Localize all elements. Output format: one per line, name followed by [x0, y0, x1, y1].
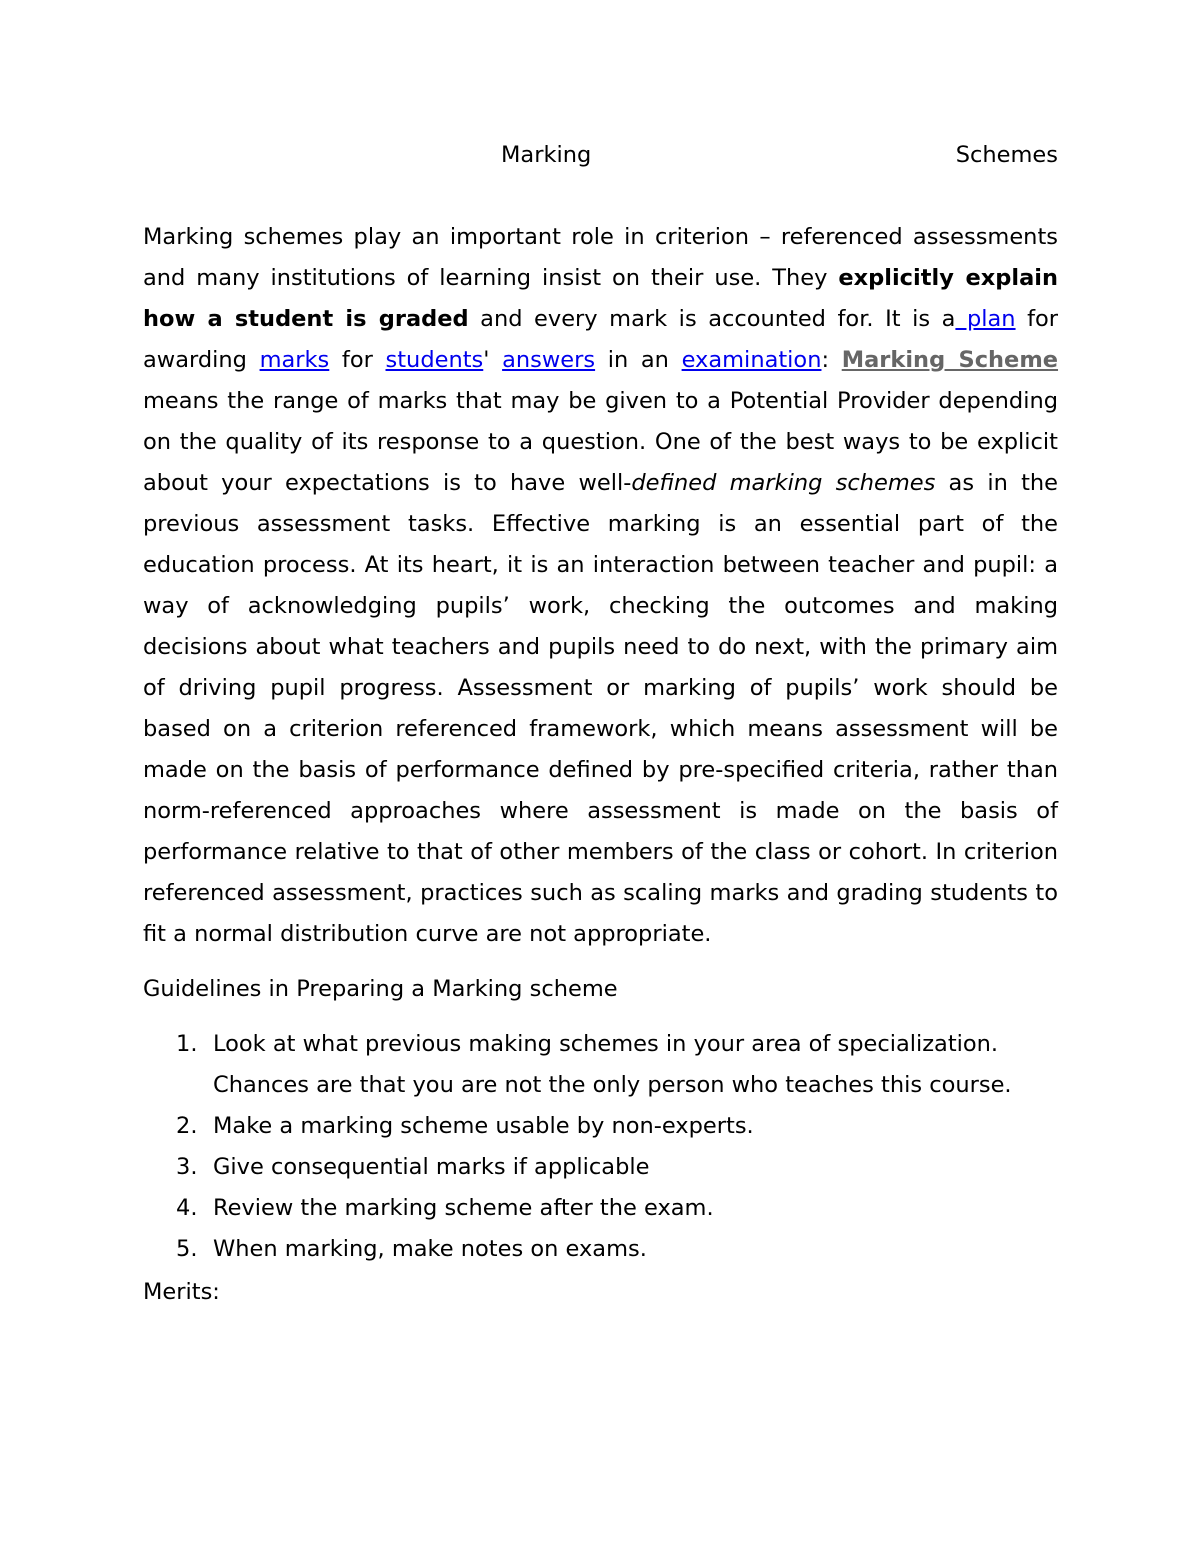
examination-link[interactable]: examination: [681, 347, 822, 373]
paragraph-text: ': [483, 347, 503, 373]
list-item: [143, 1229, 1058, 1270]
title-word-schemes: Schemes: [955, 142, 1058, 168]
paragraph-text: for awarding: [143, 306, 1059, 373]
plan-link[interactable]: plan: [955, 306, 1016, 332]
document-title: [143, 135, 1058, 176]
list-item-number: 3.: [176, 1154, 198, 1180]
list-item-number: 2.: [176, 1113, 198, 1139]
marking-scheme-defined-term-link[interactable]: Marking Scheme: [841, 347, 1059, 373]
title-word-marking: Marking: [501, 142, 592, 168]
answers-link[interactable]: answers: [502, 347, 596, 373]
guidelines-list: [143, 1024, 1058, 1270]
paragraph-text: :: [821, 347, 842, 373]
list-item-text: Make a marking scheme usable by non-experts.: [213, 1113, 754, 1139]
intro-paragraph: [143, 217, 1058, 955]
list-item-number: 5.: [176, 1236, 198, 1262]
students-link[interactable]: students: [385, 347, 484, 373]
list-item-text: Review the marking scheme after the exam.: [213, 1195, 714, 1221]
merits-heading: Merits:: [143, 1279, 220, 1305]
list-item-text: Give consequential marks if applicable: [213, 1154, 650, 1180]
paragraph-text: Marking schemes play an important role in criterion – referenced assessments and many institutions of learning insist on their use. They: [143, 224, 1058, 291]
paragraph-text: means the range of marks that may be given to a Potential Provider depending on the quality of its response to a question. One of the best ways to be explicit about your expectations is to have well-: [143, 388, 1058, 496]
list-item: [143, 1024, 1058, 1106]
guidelines-heading: Guidelines in Preparing a Marking scheme: [143, 976, 618, 1002]
paragraph-bold-text: explicitly explain how a student is graded: [143, 265, 1058, 332]
list-item: [143, 1106, 1058, 1147]
paragraph-text: in an: [595, 347, 682, 373]
paragraph-text: and every mark is accounted for. It is a: [468, 306, 956, 332]
marks-link[interactable]: marks: [259, 347, 330, 373]
list-item: [143, 1147, 1058, 1188]
list-item-number: 4.: [176, 1195, 198, 1221]
paragraph-italic-text: defined marking schemes: [631, 470, 936, 496]
list-item-number: 1.: [176, 1031, 198, 1057]
document-page: [143, 135, 1058, 1313]
paragraph-text: as in the previous assessment tasks. Effective marking is an essential part of the education process. At its heart, it is an interaction between teacher and pupil: a way of acknowledging pupils’ work, checking the outcomes and making decisions about what teachers and pupils need to do next, with the primary aim of driving pupil progress. Assessment or marking of pupils’ work should be based on a criterion referenced framework, which means assessment will be made on the basis of performance defined by pre-specified criteria, rather than norm-referenced approaches where assessment is made on the basis of performance relative to that of other members of the class or cohort. In criterion referenced assessment, practices such as scaling marks and grading students to fit a normal distribution curve are not appropriate.: [143, 470, 1058, 947]
list-item: [143, 1188, 1058, 1229]
list-item-text: Look at what previous making schemes in your area of specialization. Chances are that you are not the only person who teaches this course.: [213, 1031, 1012, 1098]
list-item-text: When marking, make notes on exams.: [213, 1236, 647, 1262]
paragraph-text: for: [329, 347, 386, 373]
